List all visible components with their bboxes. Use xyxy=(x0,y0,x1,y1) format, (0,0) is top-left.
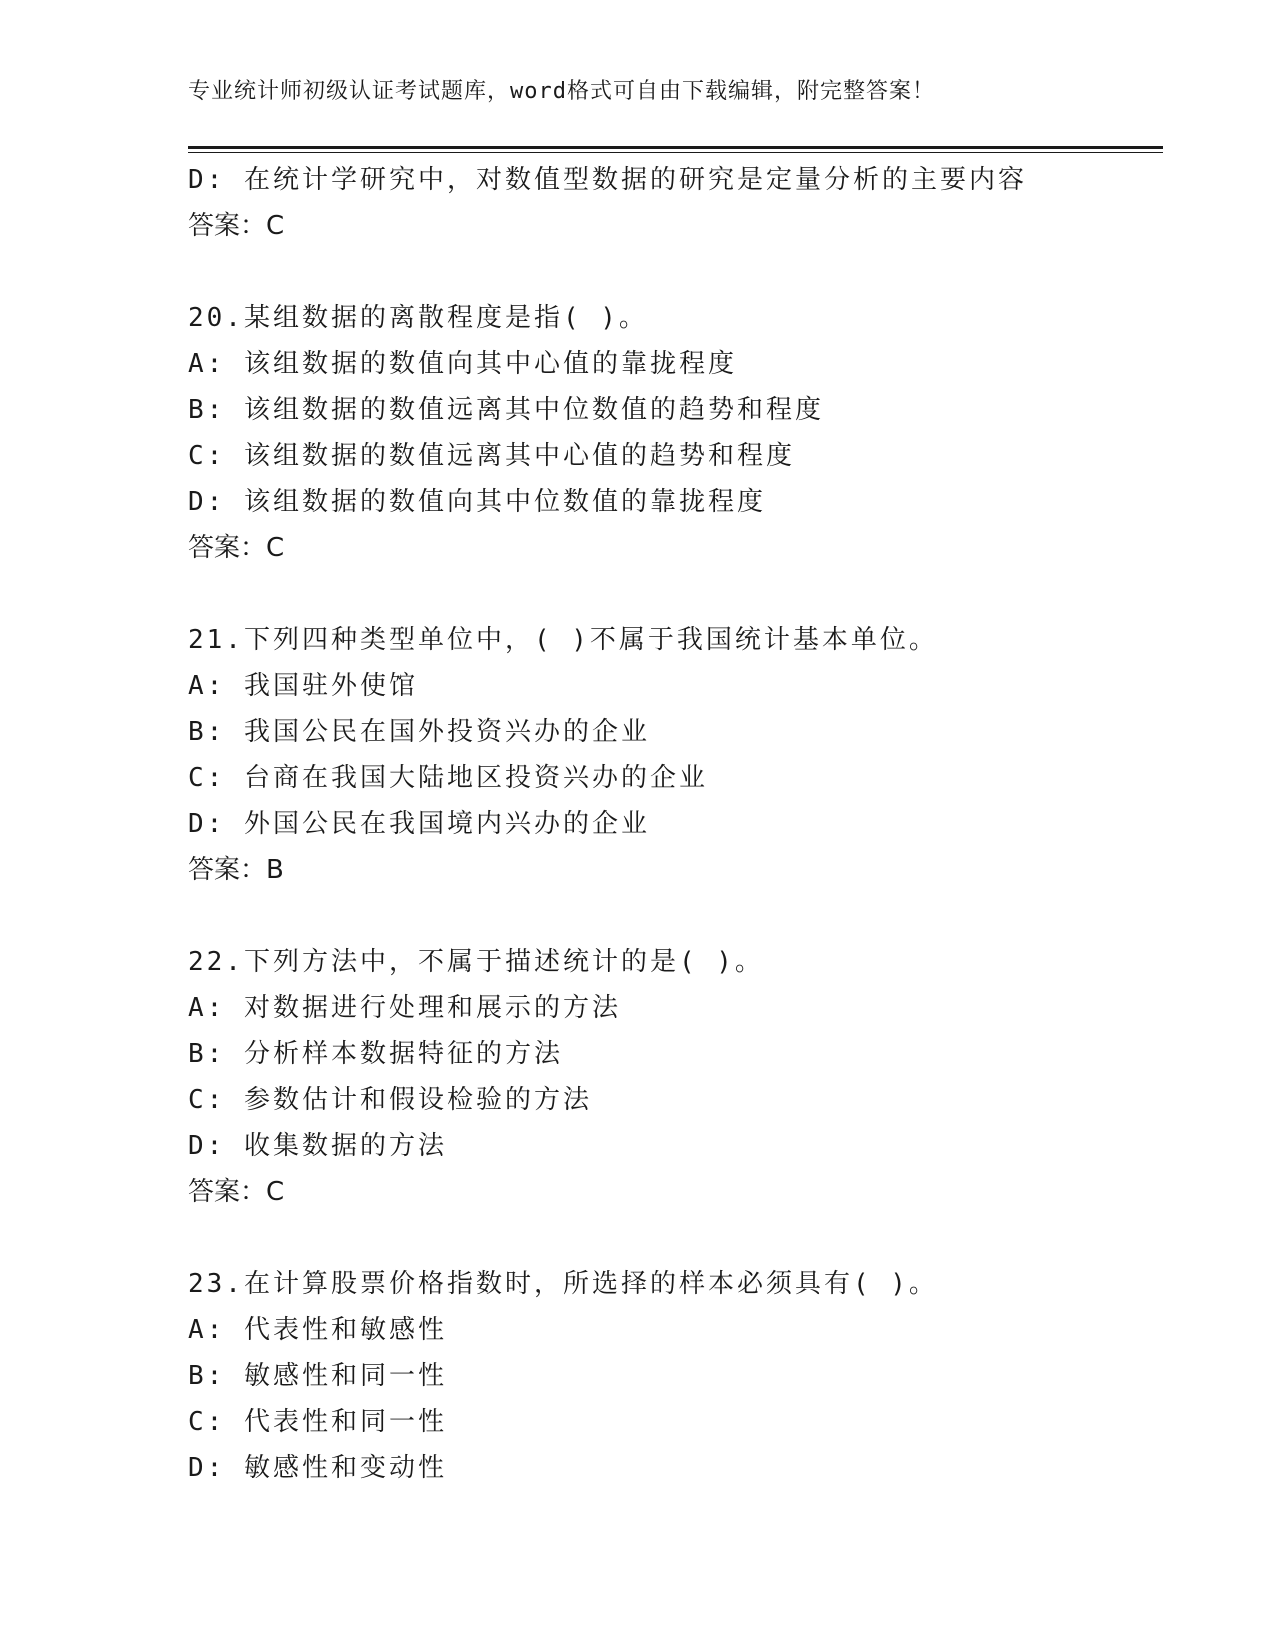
question-content xyxy=(188,157,1163,1491)
question-block-23 xyxy=(188,1261,1163,1491)
question-stem: 21.下列四种类型单位中，( )不属于我国统计基本单位。 xyxy=(188,625,938,655)
option-a: A: 代表性和敏感性 xyxy=(188,1315,447,1345)
header-rule-thick xyxy=(188,146,1163,149)
spacer xyxy=(188,1215,1163,1261)
option-d: D: 外国公民在我国境内兴办的企业 xyxy=(188,809,650,839)
option-c: C: 台商在我国大陆地区投资兴办的企业 xyxy=(188,763,708,793)
option-d: D: 收集数据的方法 xyxy=(188,1131,447,1161)
option-c: C: 该组数据的数值远离其中心值的趋势和程度 xyxy=(188,441,795,471)
option-a: A: 我国驻外使馆 xyxy=(188,671,418,701)
option-c: C: 代表性和同一性 xyxy=(188,1407,447,1437)
spacer xyxy=(188,249,1163,295)
question-block-20 xyxy=(188,295,1163,571)
option-b: B: 该组数据的数值远离其中位数值的趋势和程度 xyxy=(188,395,824,425)
spacer xyxy=(188,893,1163,939)
option-b: B: 我国公民在国外投资兴办的企业 xyxy=(188,717,650,747)
answer-line: 答案：C xyxy=(188,533,285,563)
question-block-21 xyxy=(188,617,1163,893)
spacer xyxy=(188,571,1163,617)
option-d: D: 在统计学研究中，对数值型数据的研究是定量分析的主要内容 xyxy=(188,165,1027,195)
question-block-22 xyxy=(188,939,1163,1215)
option-c: C: 参数估计和假设检验的方法 xyxy=(188,1085,592,1115)
option-b: B: 敏感性和同一性 xyxy=(188,1361,447,1391)
answer-line: 答案：B xyxy=(188,855,284,885)
question-stem: 22.下列方法中，不属于描述统计的是( )。 xyxy=(188,947,764,977)
option-a: A: 该组数据的数值向其中心值的靠拢程度 xyxy=(188,349,737,379)
header-rule-thin xyxy=(188,152,1163,153)
page-header: 专业统计师初级认证考试题库，word格式可自由下载编辑，附完整答案！ xyxy=(188,79,935,104)
option-b: B: 分析样本数据特征的方法 xyxy=(188,1039,563,1069)
answer-line: 答案：C xyxy=(188,211,285,241)
question-stem: 23.在计算股票价格指数时，所选择的样本必须具有( )。 xyxy=(188,1269,938,1299)
question-stem: 20.某组数据的离散程度是指( )。 xyxy=(188,303,648,333)
answer-line: 答案：C xyxy=(188,1177,285,1207)
option-a: A: 对数据进行处理和展示的方法 xyxy=(188,993,621,1023)
option-d: D: 敏感性和变动性 xyxy=(188,1453,447,1483)
option-d: D: 该组数据的数值向其中位数值的靠拢程度 xyxy=(188,487,766,517)
